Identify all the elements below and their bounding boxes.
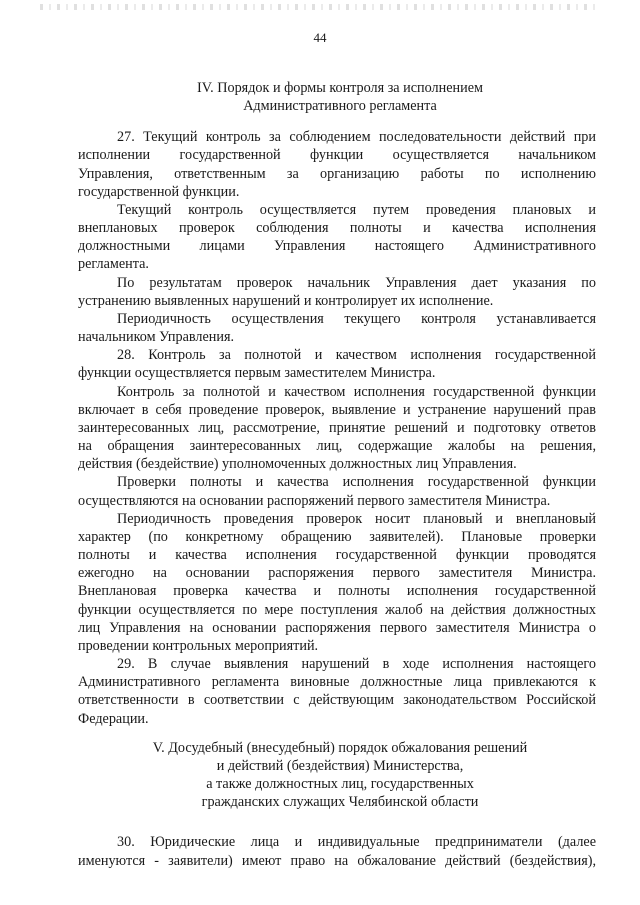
text-line: Федерации. [78,711,149,727]
text-line: регламента. [78,256,149,272]
text-line: действия (бездействие) уполномоченных должностных лиц Управления. [78,456,517,472]
text-line: ежегодно на основании распоряжения первого заместителя Министра. [78,565,596,581]
text-line: Периодичность проведения проверок носит плановый и внеплановый [117,511,596,527]
heading-line: V. Досудебный (внесудебный) порядок обжалования решений [152,740,528,756]
text-line: 29. В случае выявления нарушений в ходе исполнения настоящего [117,656,596,672]
heading-line: а также должностных лиц, государственных [206,776,474,792]
text-line: должностными лицами Управления настоящего Административного [78,238,596,254]
section-4-heading [100,79,580,115]
text-line: устранению выявленных нарушений и контролирует их исполнение. [78,293,494,309]
section-5-heading [100,739,580,811]
text-line: Контроль за полнотой и качеством исполнения государственной функции [117,384,596,400]
page-number: 44 [313,30,327,45]
text-line: функции осуществляется первым заместителем Министра. [78,365,436,381]
text-line: функции осуществляется по мере поступления жалоб на действия должностных [78,602,596,618]
scan-artifact [40,4,600,10]
text-line: исполнении государственной функции осуществляется начальником [78,147,596,163]
text-line: осуществляются на основании распоряжений первого заместителя Министра. [78,493,551,509]
text-line: Внеплановая проверка качества и полноты исполнения государственной [78,583,596,599]
heading-line: Административного регламента [243,98,437,114]
text-line: начальником Управления. [78,329,235,345]
text-line: Управления, ответственным за организацию работы по исполнению [78,166,596,182]
text-line: проведении контрольных мероприятий. [78,638,319,654]
text-line: 28. Контроль за полнотой и качеством исполнения государственной [117,347,596,363]
heading-line: гражданских служащих Челябинской области [201,794,479,810]
text-line: Проверки полноты и качества исполнения государственной функции [117,474,596,490]
text-line: включает в себя проведение проверок, выявление и устранение нарушений прав [78,402,596,418]
text-line: заинтересованных лиц, рассмотрение, принятие решений и подготовку ответов [78,420,596,436]
heading-line: IV. Порядок и формы контроля за исполнением [197,80,483,96]
text-line: государственной функции. [78,184,240,200]
text-line: Периодичность осуществления текущего контроля устанавливается [117,311,596,327]
text-line: По результатам проверок начальник Управления дает указания по [117,275,596,291]
text-line: 27. Текущий контроль за соблюдением последовательности действий при [117,129,596,145]
text-line: ответственности в соответствии с действующим законодательством Российской [78,692,596,708]
text-line: именуются - заявители) имеют право на обжалование действий (бездействия), [78,853,596,869]
text-line: характер (по конкретному обращению заявителей). Плановые проверки [78,529,596,545]
heading-line: и действий (бездействия) Министерства, [216,758,464,774]
text-line: внеплановых проверок соблюдения полноты и качества исполнения [78,220,596,236]
text-line: 30. Юридические лица и индивидуальные предприниматели (далее [117,834,596,850]
text-line: Текущий контроль осуществляется путем проведения плановых и [117,202,596,218]
text-line: Административного регламента виновные должностные лица привлекаются к [78,674,596,690]
text-line: на обращения заинтересованных лиц, содержащие жалобы на решения, [78,438,596,454]
text-line: лиц Управления на основании распоряжения первого заместителя Министра о [78,620,596,636]
text-line: полноты и качества исполнения государственной функции проводятся [78,547,596,563]
